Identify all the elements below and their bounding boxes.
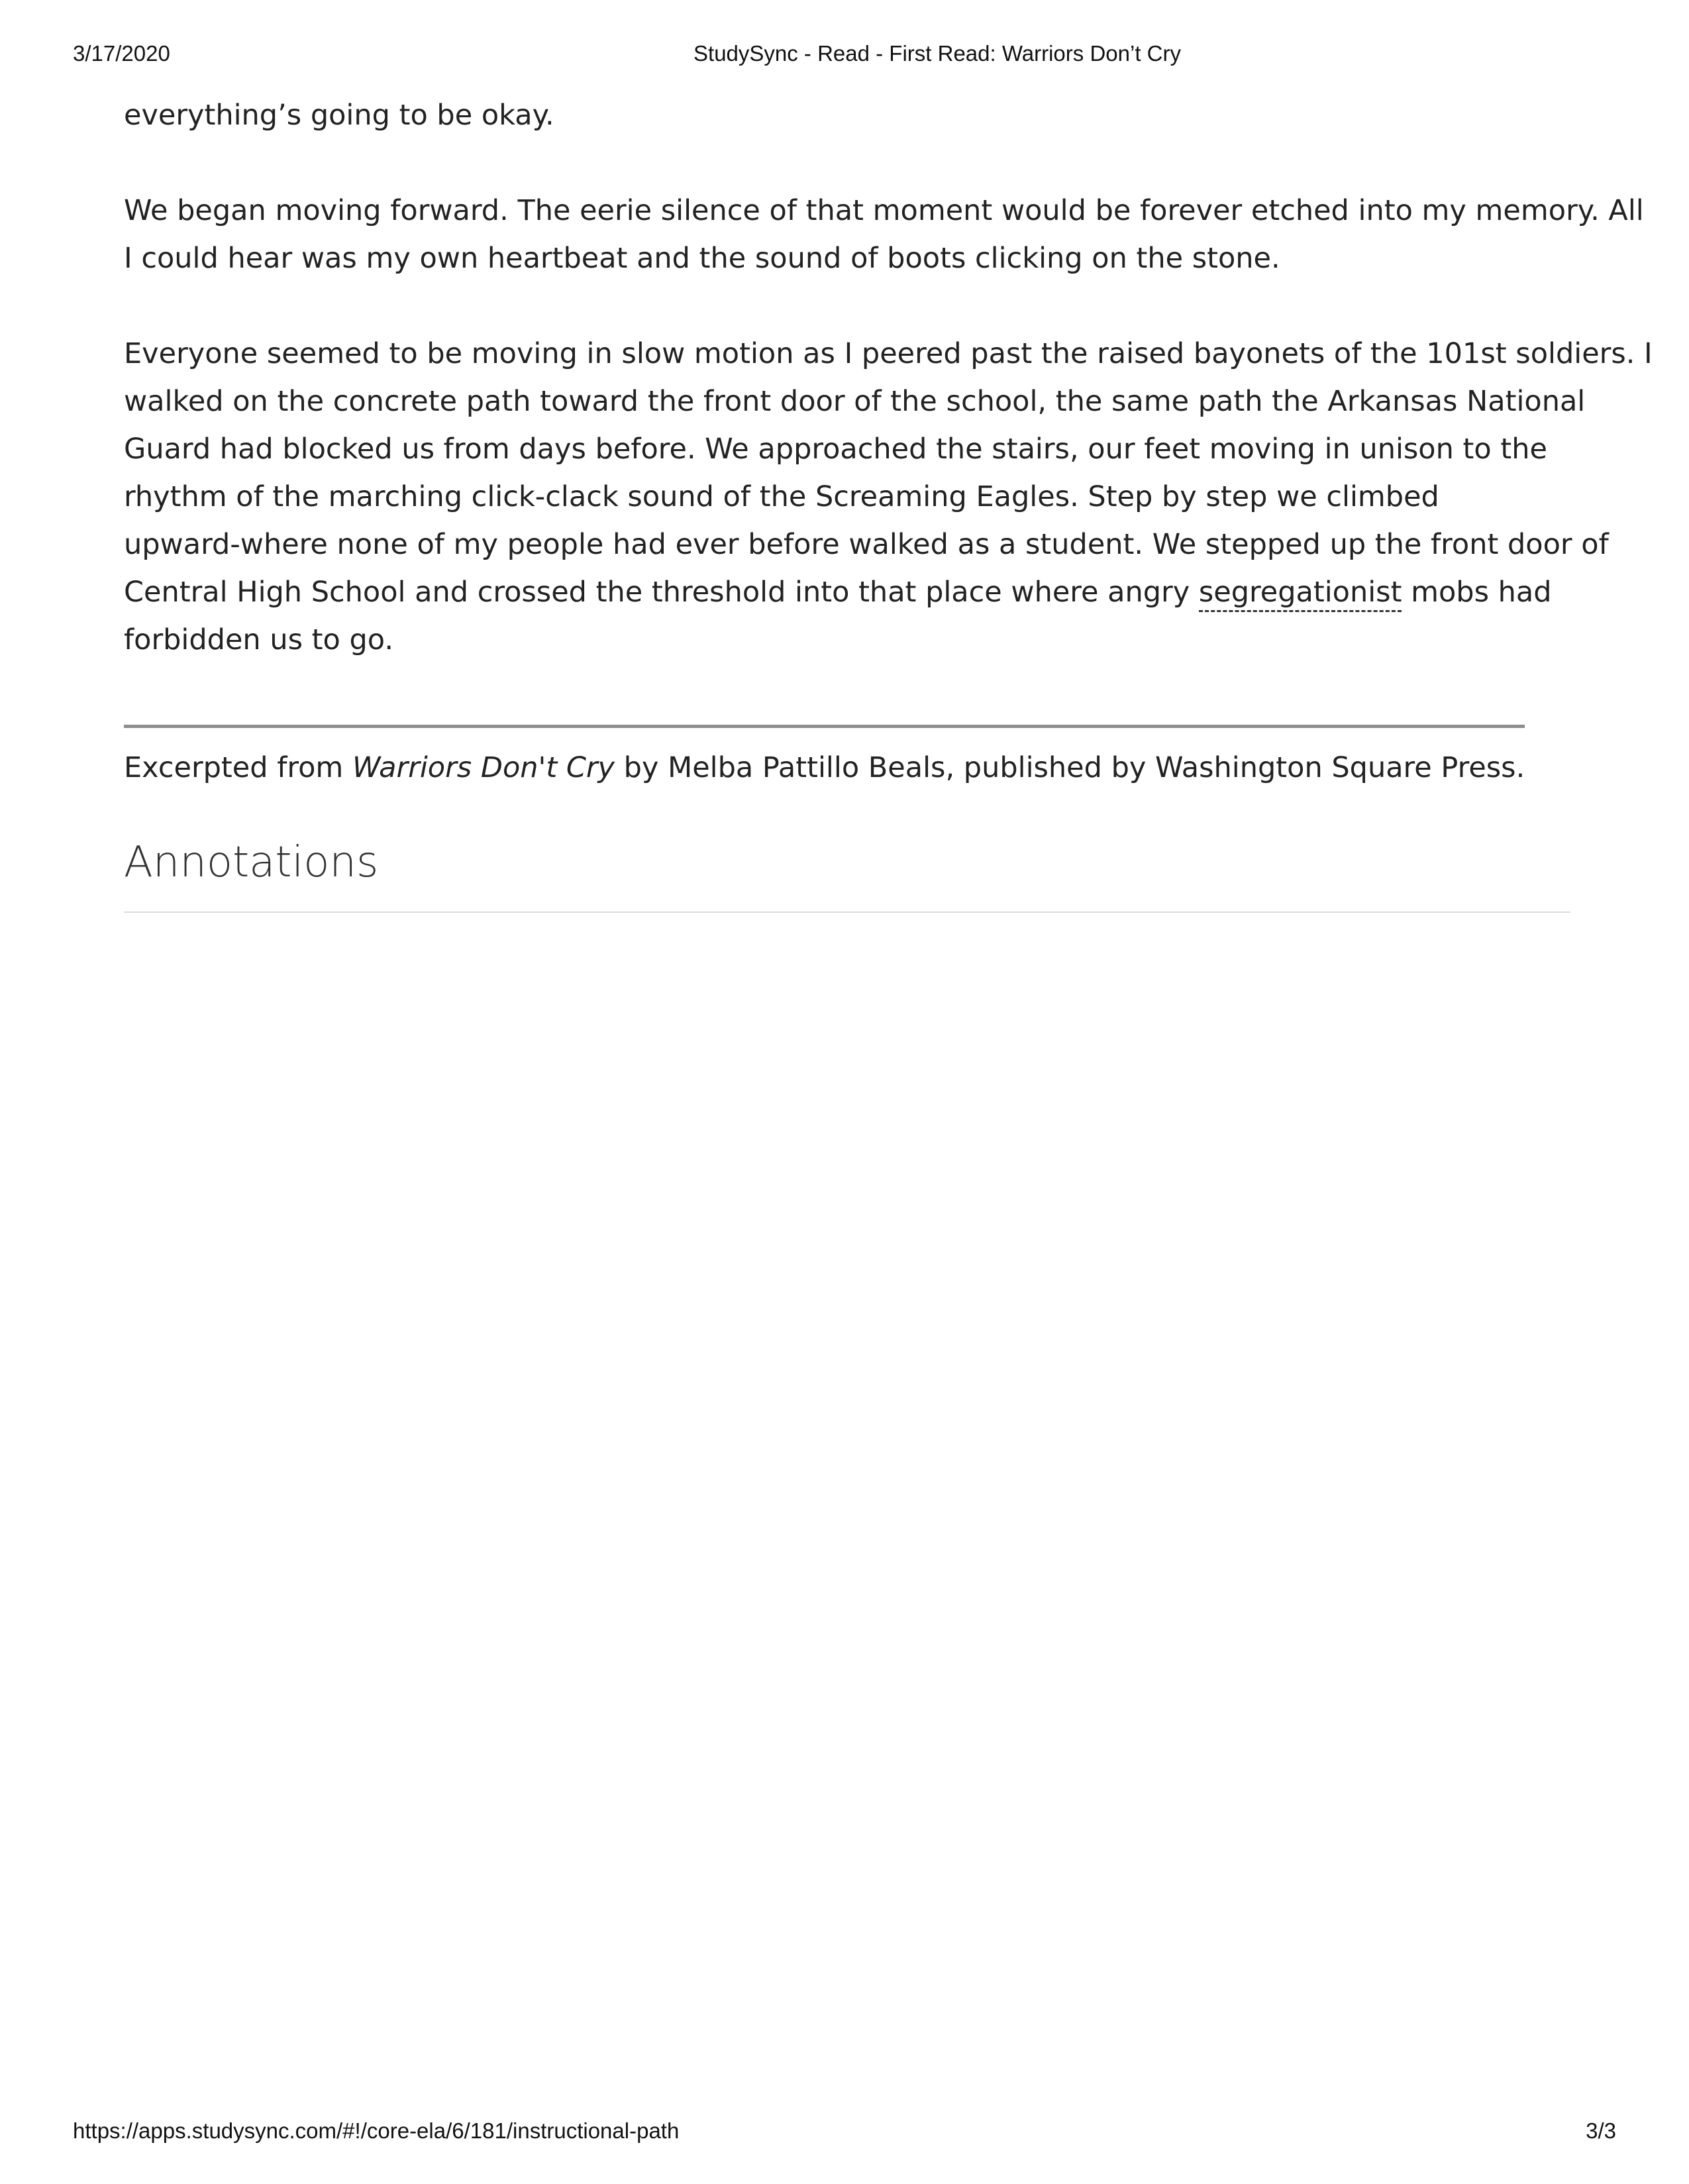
text-segment: mobs had <box>1402 576 1552 609</box>
citation-suffix: by Melba Pattillo Beals, published by Washington Square Press. <box>615 751 1525 784</box>
print-page-number: 3/3 <box>1586 2118 1616 2143</box>
text-segment: Central High School and crossed the threshold into that place where angry <box>124 576 1199 609</box>
text-line: walked on the concrete path toward the front door of the school, the same path the Arkansas National <box>124 385 1586 418</box>
text-line: We began moving forward. The eerie silence of that moment would be forever etched into my memory. All <box>124 194 1644 227</box>
glossary-term-segregationist[interactable]: segregationist <box>1199 576 1402 612</box>
text-line: everything’s going to be okay. <box>124 99 554 132</box>
annotations-heading: Annotations <box>124 838 379 887</box>
paragraph <box>124 187 1644 282</box>
citation-work-title: Warriors Don't Cry <box>352 751 615 784</box>
paragraph <box>124 330 1653 664</box>
section-divider <box>124 725 1525 728</box>
annotations-divider <box>124 911 1570 913</box>
print-page-title: StudySync - Read - First Read: Warriors Don’t Cry <box>693 41 1181 66</box>
text-line: forbidden us to go. <box>124 623 394 656</box>
citation <box>124 744 1525 792</box>
citation-prefix: Excerpted from <box>124 751 352 784</box>
print-date: 3/17/2020 <box>73 41 170 66</box>
text-line: rhythm of the marching click-clack sound of the Screaming Eagles. Step by step we climbed <box>124 480 1439 513</box>
text-line <box>124 568 1552 616</box>
paragraph <box>124 91 1535 139</box>
text-line: upward-where none of my people had ever before walked as a student. We stepped up the front door of <box>124 528 1609 561</box>
reading-text <box>124 91 1653 664</box>
text-line: I could hear was my own heartbeat and the sound of boots clicking on the stone. <box>124 242 1280 275</box>
text-line: Guard had blocked us from days before. We approached the stairs, our feet moving in unison to the <box>124 433 1547 466</box>
text-line: Everyone seemed to be moving in slow motion as I peered past the raised bayonets of the 101st soldiers. I <box>124 337 1653 370</box>
print-url: https://apps.studysync.com/#!/core-ela/6/181/instructional-path <box>73 2118 680 2143</box>
